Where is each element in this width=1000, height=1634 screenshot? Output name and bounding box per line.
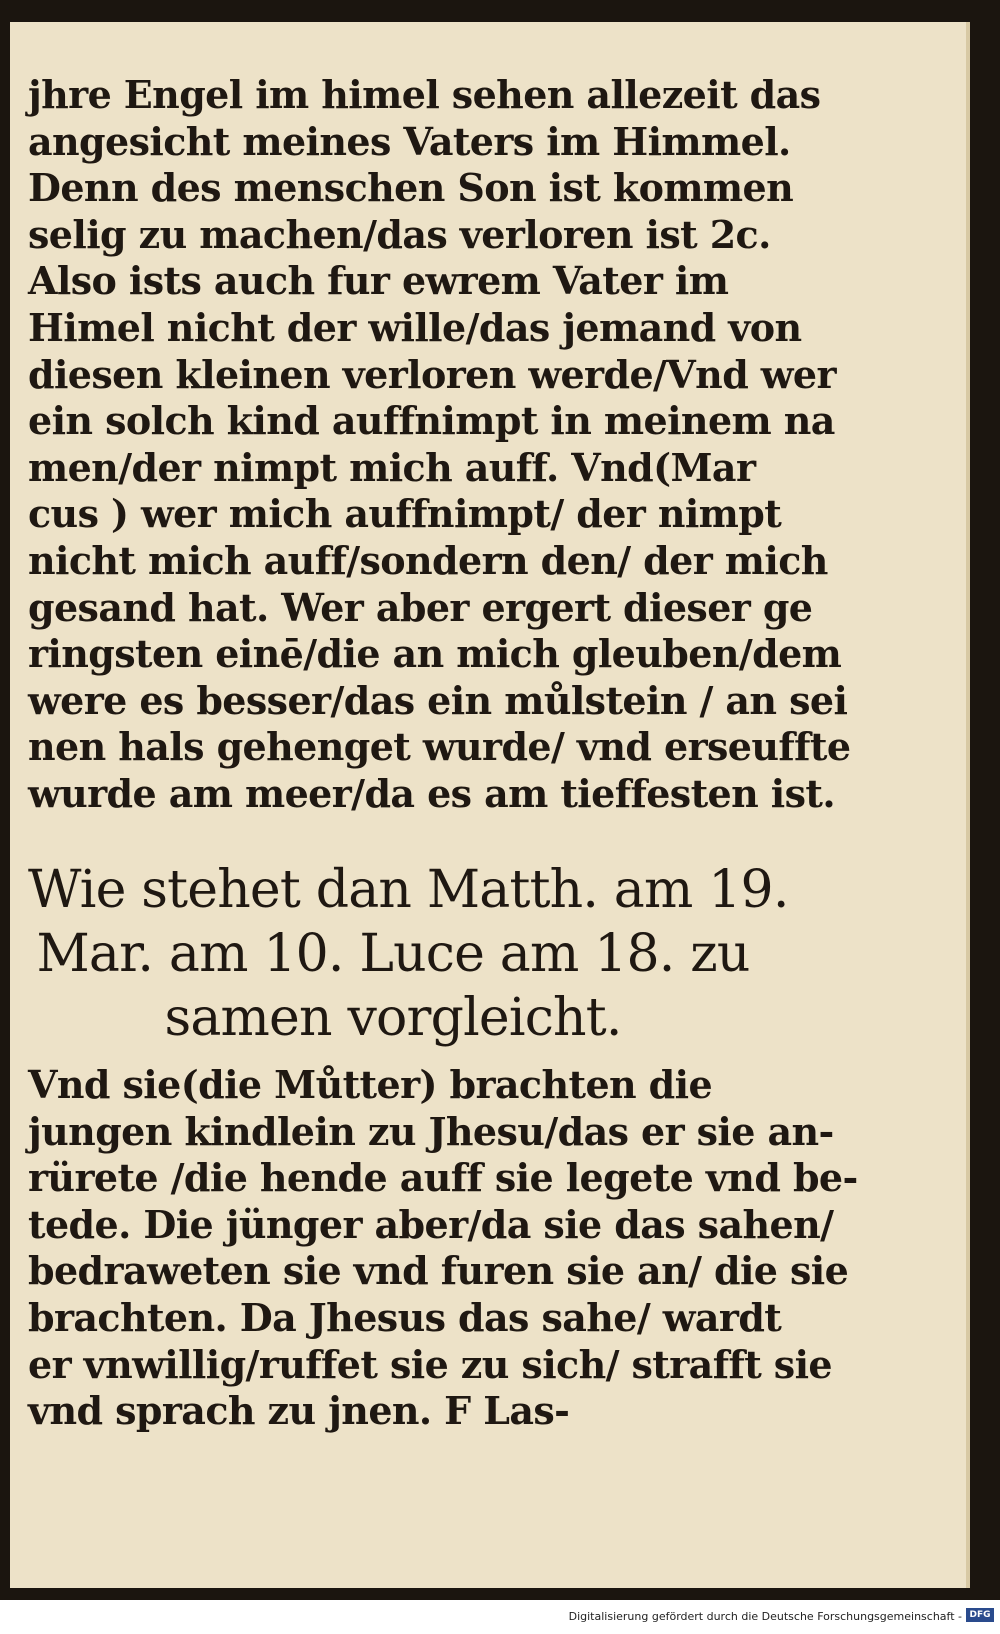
footer-bar bbox=[0, 1600, 1000, 1634]
text-line: men/der nimpt mich auff. Vnd(Mar bbox=[28, 444, 756, 490]
text-line: angesicht meines Vaters im Himmel. bbox=[28, 118, 791, 164]
heading-line: samen vorgleicht. bbox=[164, 988, 622, 1048]
text-line: selig zu machen/das verloren ist 2c. bbox=[28, 211, 771, 257]
text-line: tede. Die jünger aber/da sie das sahen/ bbox=[28, 1201, 834, 1247]
text-line: jhre Engel im himel sehen allezeit das bbox=[28, 72, 821, 117]
text-line: nen hals gehenget wurde/ vnd erseuffte bbox=[28, 724, 851, 770]
heading-line: Mar. am 10. Luce am 18. zu bbox=[36, 924, 750, 984]
text-line: nicht mich auff/sondern den/ der mich bbox=[28, 537, 828, 583]
body-text-lower bbox=[28, 1062, 858, 1435]
text-line: rürete /die hende auff sie legete vnd be- bbox=[28, 1155, 858, 1201]
text-line: Denn des menschen Son ist kommen bbox=[28, 165, 794, 211]
section-heading bbox=[28, 858, 789, 1050]
text-line: were es besser/das ein můlstein / an sei bbox=[28, 677, 848, 723]
heading-line: Wie stehet dan Matth. am 19. bbox=[28, 860, 789, 920]
text-line: brachten. Da Jhesus das sahe/ wardt bbox=[28, 1294, 782, 1340]
body-text-upper bbox=[28, 72, 851, 818]
text-line: cus ) wer mich auffnimpt/ der nimpt bbox=[28, 491, 782, 537]
text-line: gesand hat. Wer aber ergert dieser ge bbox=[28, 584, 813, 630]
text-line: Vnd sie(die Můtter) brachten die bbox=[28, 1062, 713, 1107]
text-line: wurde am meer/da es am tieffesten ist. bbox=[28, 770, 835, 816]
funding-credit: Digitalisierung gefördert durch die Deutsche Forschungsgemeinschaft - bbox=[568, 1610, 962, 1623]
text-line: vnd sprach zu jnen. F Las- bbox=[28, 1388, 570, 1434]
text-line: diesen kleinen verloren werde/Vnd wer bbox=[28, 351, 836, 397]
dfg-logo-icon: DFG bbox=[966, 1608, 994, 1622]
text-line: Himel nicht der wille/das jemand von bbox=[28, 304, 802, 350]
text-line: ringsten einē/die an mich gleuben/dem bbox=[28, 631, 842, 677]
text-line: ein solch kind auffnimpt in meinem na bbox=[28, 398, 835, 444]
text-line: er vnwillig/ruffet sie zu sich/ strafft sie bbox=[28, 1341, 832, 1387]
text-line: jungen kindlein zu Jhesu/das er sie an- bbox=[28, 1108, 834, 1154]
text-line: bedraweten sie vnd furen sie an/ die sie bbox=[28, 1248, 849, 1294]
text-line: Also ists auch fur ewrem Vater im bbox=[28, 258, 729, 304]
